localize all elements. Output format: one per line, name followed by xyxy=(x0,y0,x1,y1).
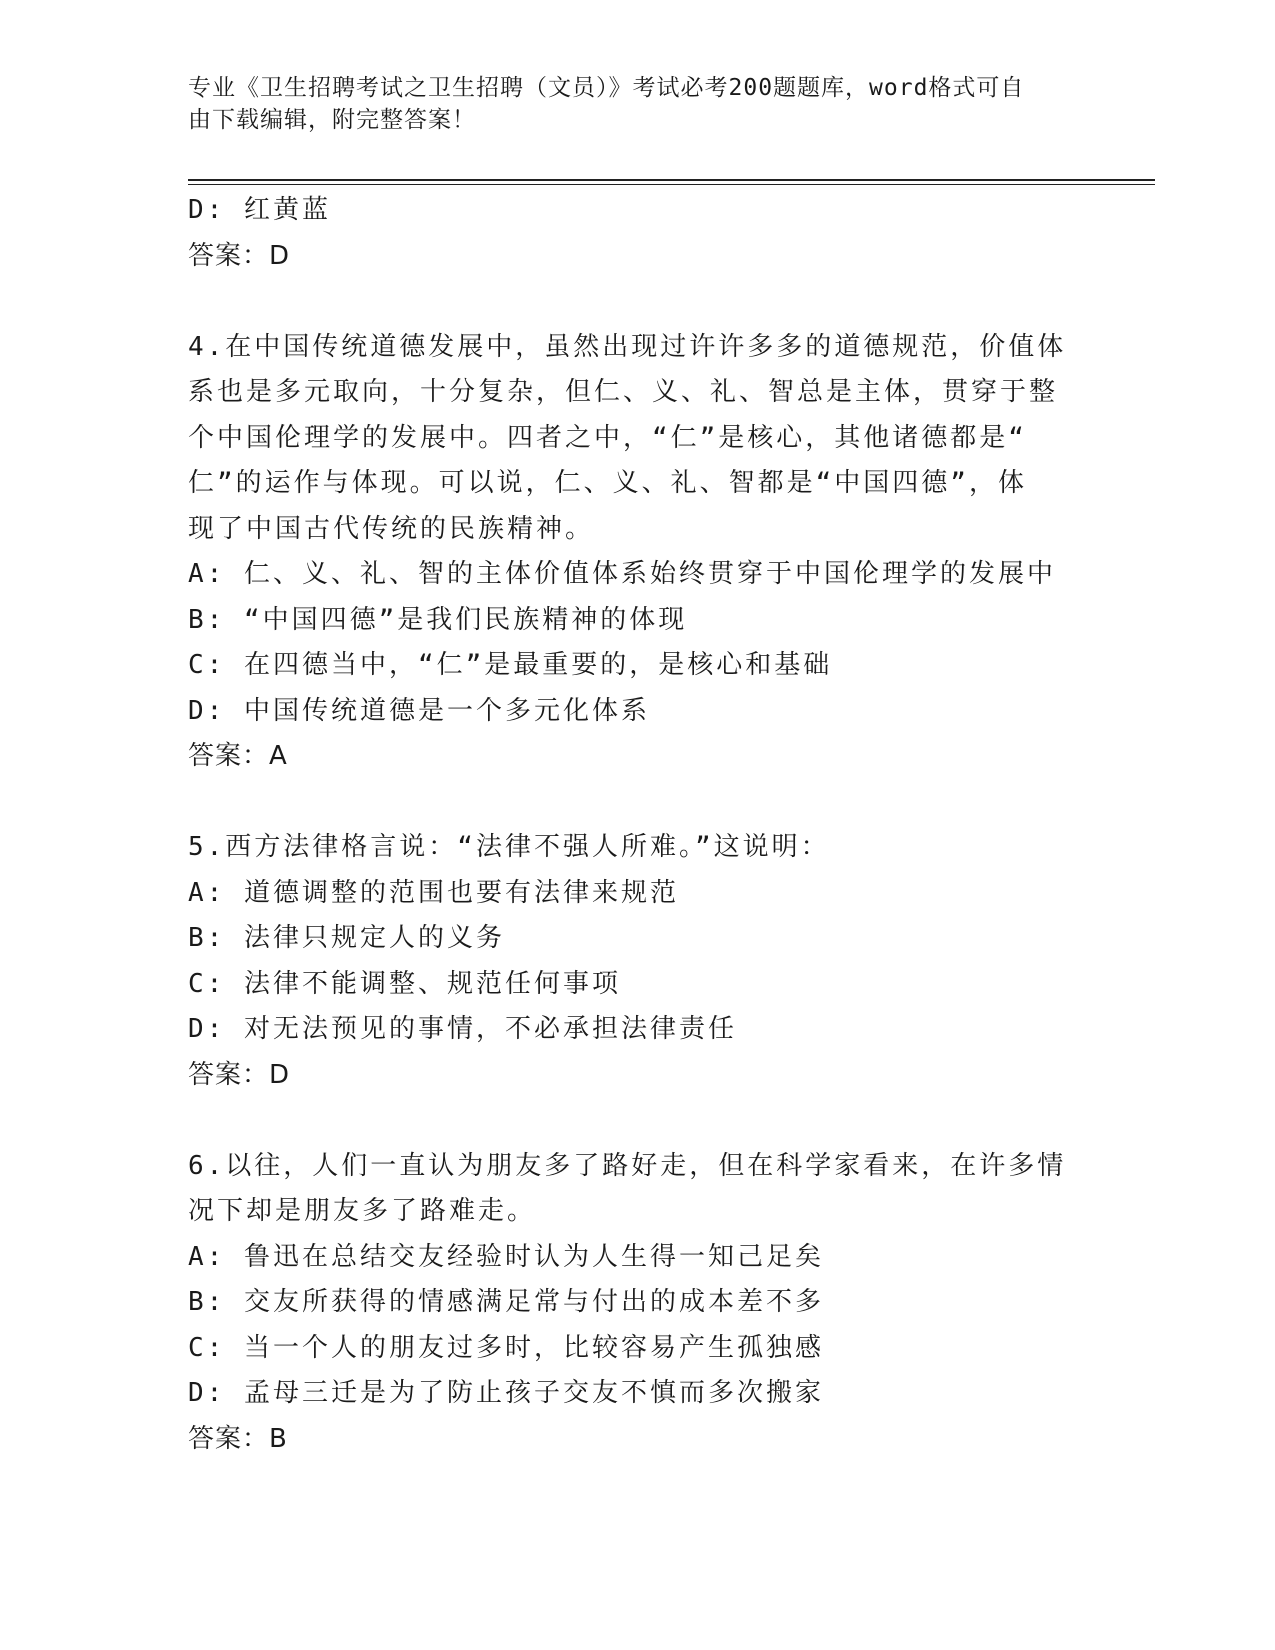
header-divider-thin xyxy=(188,184,1155,185)
question-stem-line: 现了中国古代传统的民族精神。 xyxy=(188,513,595,544)
question-stem-line: 个中国伦理学的发展中。四者之中，“仁”是核心，其他诸德都是“ xyxy=(188,422,1027,453)
option-b: B: “中国四德”是我们民族精神的体现 xyxy=(188,604,688,635)
option-c: C: 法律不能调整、规范任何事项 xyxy=(188,968,621,999)
answer-line: 答案：D xyxy=(188,1059,291,1090)
question-stem-line: 5.西方法律格言说：“法律不强人所难。”这说明： xyxy=(188,832,830,862)
document-header xyxy=(188,72,1068,136)
option-d: D: 对无法预见的事情，不必承担法律责任 xyxy=(188,1014,737,1044)
question-stem-line: 况下却是朋友多了路难走。 xyxy=(188,1196,537,1226)
question-stem-line: 6.以往，人们一直认为朋友多了路好走，但在科学家看来，在许多情 xyxy=(188,1150,1067,1181)
option-a: A: 道德调整的范围也要有法律来规范 xyxy=(188,877,679,908)
question-stem-line: 4.在中国传统道德发展中，虽然出现过许许多多的道德规范，价值体 xyxy=(188,331,1067,362)
option-d: D: 中国传统道德是一个多元化体系 xyxy=(188,695,650,726)
option-a: A: 鲁迅在总结交友经验时认为人生得一知己足矣 xyxy=(188,1241,824,1272)
spacer xyxy=(188,1098,1088,1144)
question-5 xyxy=(188,825,1088,1098)
option-d: D: 孟母三迁是为了防止孩子交友不慎而多次搬家 xyxy=(188,1378,824,1408)
question-stem-line: 系也是多元取向，十分复杂，但仁、义、礼、智总是主体，贯穿于整 xyxy=(188,377,1059,407)
option-a: A: 仁、义、礼、智的主体价值体系始终贯穿于中国伦理学的发展中 xyxy=(188,559,1056,589)
answer-line: 答案：A xyxy=(188,741,288,771)
option-c: C: 当一个人的朋友过多时，比较容易产生孤独感 xyxy=(188,1332,824,1363)
document-body xyxy=(188,188,1088,1462)
question-6 xyxy=(188,1144,1088,1463)
option-b: B: 法律只规定人的义务 xyxy=(188,923,505,953)
question-stem-line: 仁”的运作与体现。可以说，仁、义、礼、智都是“中国四德”，体 xyxy=(188,468,1027,498)
option-c: C: 在四德当中，“仁”是最重要的，是核心和基础 xyxy=(188,650,833,680)
spacer xyxy=(188,780,1088,826)
question-3-tail xyxy=(188,188,1088,279)
header-line-1: 专业《卫生招聘考试之卫生招聘（文员）》考试必考200题题库，word格式可自 xyxy=(188,75,1025,101)
spacer xyxy=(188,279,1088,325)
header-line-2: 由下载编辑，附完整答案！ xyxy=(188,107,476,133)
option-d: D: 红黄蓝 xyxy=(188,195,331,225)
option-b: B: 交友所获得的情感满足常与付出的成本差不多 xyxy=(188,1287,824,1317)
header-divider-thick xyxy=(188,179,1155,181)
answer-line: 答案：D xyxy=(188,240,291,271)
answer-line: 答案：B xyxy=(188,1423,288,1454)
question-4 xyxy=(188,325,1088,780)
